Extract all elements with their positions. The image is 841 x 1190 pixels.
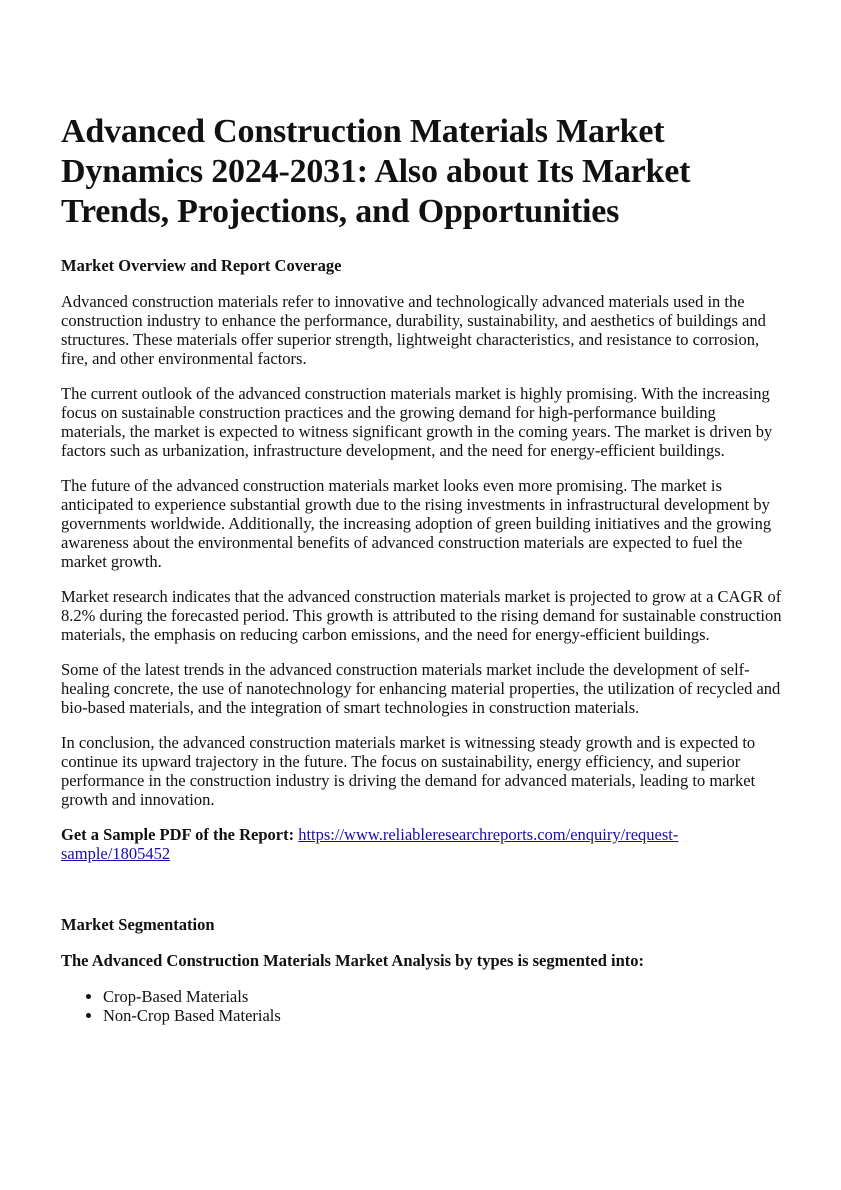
segmentation-subheading: The Advanced Construction Materials Market Analysis by types is segmented into: [61,951,644,970]
segmentation-heading: Market Segmentation [61,915,215,934]
paragraph-definition: Advanced construction materials refer to innovative and technologically advanced materials used in the construction industry to enhance the performance, durability, sustainability, and aesthetics of buildings and structures. These materials offer superior strength, lightweight characteristics, and resistance to corrosion, fire, and other environmental factors. [61,292,766,368]
sample-label: Get a Sample PDF of the Report: [61,825,295,844]
sample-request [61,825,783,863]
paragraph-conclusion: In conclusion, the advanced construction materials market is witnessing steady growth and is expected to continue its upward trajectory in the future. The focus on sustainability, energy efficiency, and superior performance in the construction industry is driving the demand for advanced materials, leading to market growth and innovation. [61,733,756,809]
paragraph-trends: Some of the latest trends in the advanced construction materials market include the development of self-healing concrete, the use of nanotechnology for enhancing material properties, the utilization of recycled and bio-based materials, and the integration of smart technologies in construction materials. [61,660,781,717]
paragraph-future-outlook: The future of the advanced construction materials market looks even more promising. The market is anticipated to experience substantial growth due to the rising investments in infrastructural development by governments worldwide. Additionally, the increasing adoption of green building initiatives and the growing awareness about the environmental benefits of advanced construction materials are expected to fuel the market growth. [61,476,772,571]
sample-pdf-link[interactable]: https://www.reliableresearchreports.com/enquiry/request-sample/1805452 [61,825,679,863]
overview-heading: Market Overview and Report Coverage [61,256,342,275]
list-item: • Crop-Based Materials [103,987,783,1006]
document-page [61,112,783,1025]
paragraph-current-outlook: The current outlook of the advanced construction materials market is highly promising. With the increasing focus on sustainable construction practices and the growing demand for high-performance building materials, the market is expected to witness significant growth in the coming years. The market is driven by factors such as urbanization, infrastructure development, and the need for energy-efficient buildings. [61,384,773,460]
segment-type-list [61,987,783,1025]
paragraph-cagr: Market research indicates that the advanced construction materials market is projected to grow at a CAGR of 8.2% during the forecasted period. This growth is attributed to the rising demand for sustainable construction materials, the emphasis on reducing carbon emissions, and the need for energy-efficient buildings. [61,587,782,644]
list-item: • Non-Crop Based Materials [103,1006,783,1025]
page-title: Advanced Construction Materials Market Dynamics 2024-2031: Also about Its Market Trends, Projections, and Opportunities [61,113,691,230]
